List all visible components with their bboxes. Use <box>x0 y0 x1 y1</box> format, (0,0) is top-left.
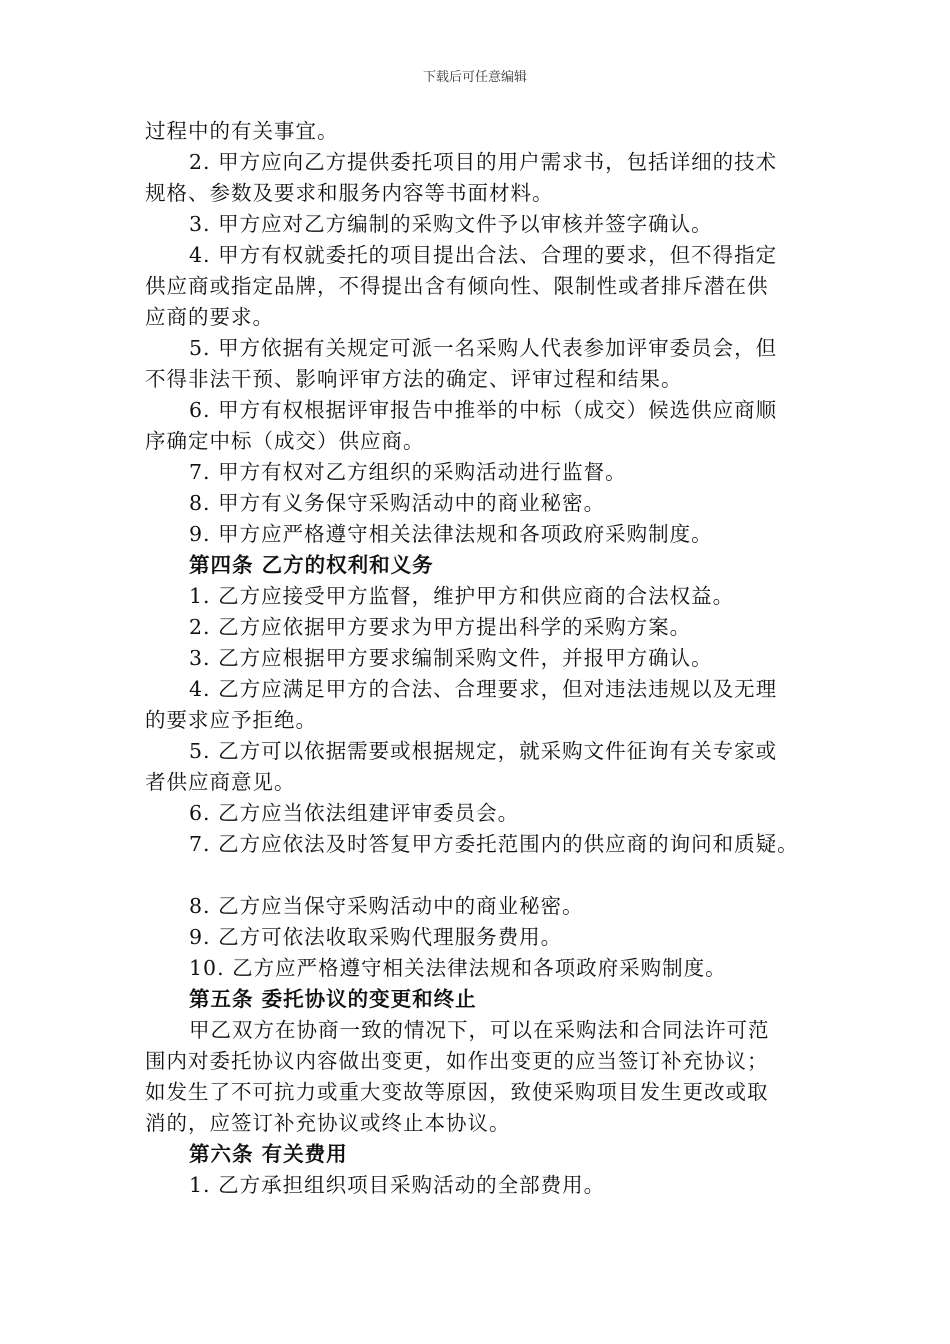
paragraph-line: 规格、参数及要求和服务内容等书面材料。 <box>145 181 554 205</box>
paragraph-line: 8. 乙方应当保守采购活动中的商业秘密。 <box>189 894 584 918</box>
paragraph-line: 序确定中标（成交）供应商。 <box>145 429 425 453</box>
paragraph-line: 应商的要求。 <box>145 305 274 329</box>
paragraph-line: 消的，应签订补充协议或终止本协议。 <box>145 1111 511 1135</box>
paragraph-line: 7. 甲方有权对乙方组织的采购活动进行监督。 <box>189 460 627 484</box>
paragraph-line: 9. 乙方可依法收取采购代理服务费用。 <box>189 925 563 949</box>
paragraph-line: 4. 甲方有权就委托的项目提出合法、合理的要求，但不得指定 <box>189 243 778 267</box>
paragraph-line: 者供应商意见。 <box>145 770 296 794</box>
paragraph-line: 9. 甲方应严格遵守相关法律法规和各项政府采购制度。 <box>189 522 713 546</box>
paragraph-line: 过程中的有关事宜。 <box>145 119 339 143</box>
paragraph-line: 供应商或指定品牌，不得提出含有倾向性、限制性或者排斥潜在供 <box>145 274 769 298</box>
paragraph-line: 2. 乙方应依据甲方要求为甲方提出科学的采购方案。 <box>189 615 692 639</box>
page-header: 下载后可任意编辑 <box>422 70 527 85</box>
paragraph-line: 3. 乙方应根据甲方要求编制采购文件，并报甲方确认。 <box>189 646 713 670</box>
paragraph-line: 围内对委托协议内容做出变更，如作出变更的应当签订补充协议； <box>145 1049 769 1073</box>
section-heading: 第六条 有关费用 <box>189 1142 348 1166</box>
paragraph-line: 1. 乙方应接受甲方监督，维护甲方和供应商的合法权益。 <box>189 584 735 608</box>
paragraph-line: 如发生了不可抗力或重大变故等原因，致使采购项目发生更改或取 <box>145 1080 769 1104</box>
paragraph-line: 的要求应予拒绝。 <box>145 708 317 732</box>
paragraph-line: 1. 乙方承担组织项目采购活动的全部费用。 <box>189 1173 606 1197</box>
paragraph-line: 8. 甲方有义务保守采购活动中的商业秘密。 <box>189 491 606 515</box>
section-heading: 第五条 委托协议的变更和终止 <box>189 987 477 1011</box>
blank-line <box>145 860 815 891</box>
paragraph-line: 3. 甲方应对乙方编制的采购文件予以审核并签字确认。 <box>189 212 713 236</box>
section-heading: 第四条 乙方的权利和义务 <box>189 553 434 577</box>
paragraph-line: 甲乙双方在协商一致的情况下，可以在采购法和合同法许可范 <box>189 1018 770 1042</box>
paragraph-line: 2. 甲方应向乙方提供委托项目的用户需求书，包括详细的技术 <box>189 150 778 174</box>
paragraph-line: 不得非法干预、影响评审方法的确定、评审过程和结果。 <box>145 367 683 391</box>
paragraph-line: 6. 甲方有权根据评审报告中推举的中标（成交）候选供应商顺 <box>189 398 778 422</box>
paragraph-line: 5. 乙方可以依据需要或根据规定，就采购文件征询有关专家或 <box>189 739 778 763</box>
paragraph-line: 10. 乙方应严格遵守相关法律法规和各项政府采购制度。 <box>189 956 727 980</box>
paragraph-line: 6. 乙方应当依法组建评审委员会。 <box>189 801 520 825</box>
document-body <box>145 116 815 1201</box>
paragraph-line: 7. 乙方应依法及时答复甲方委托范围内的供应商的询问和质疑。 <box>189 832 799 856</box>
paragraph-line: 4. 乙方应满足甲方的合法、合理要求，但对违法违规以及无理 <box>189 677 778 701</box>
paragraph-line: 5. 甲方依据有关规定可派一名采购人代表参加评审委员会，但 <box>189 336 778 360</box>
